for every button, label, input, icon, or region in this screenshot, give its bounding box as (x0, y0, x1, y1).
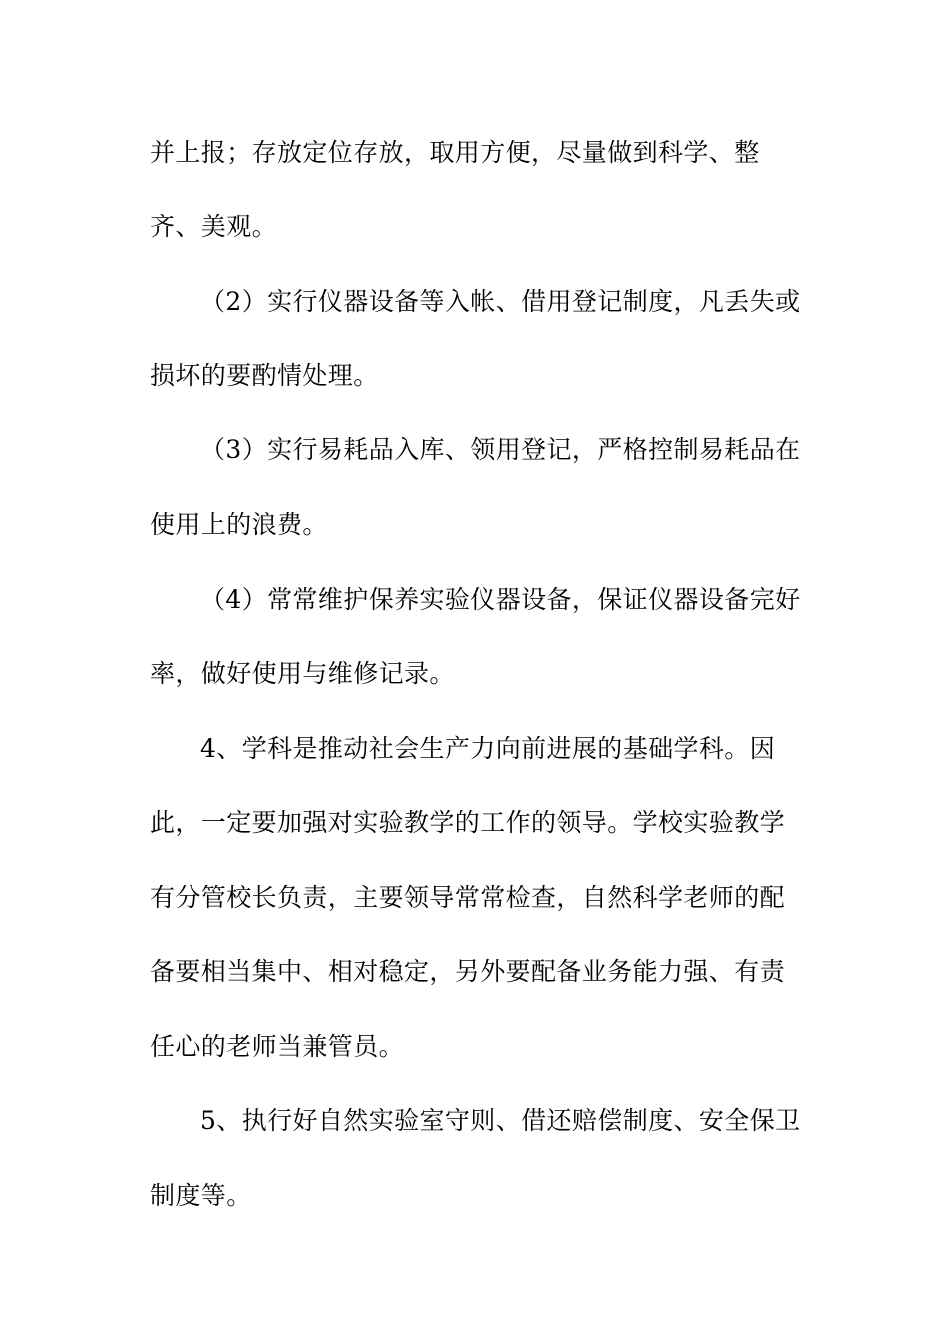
text-line: 并上报；存放定位存放，取用方便，尽量做到科学、整 (150, 138, 760, 167)
text-line: 5、执行好自然实验室守则、借还赔偿制度、安全保卫 (200, 1106, 801, 1135)
text-line: 4、学科是推动社会生产力向前进展的基础学科。因 (200, 734, 776, 763)
text-line: （2）实行仪器设备等入帐、借用登记制度，凡丢失或 (200, 287, 801, 316)
text-line: 制度等。 (150, 1181, 252, 1210)
text-line: 任心的老师当兼管员。 (150, 1032, 405, 1061)
text-line: 备要相当集中、相对稳定，另外要配备业务能力强、有责 (150, 957, 786, 986)
text-line: 有分管校长负责，主要领导常常检查，自然科学老师的配 (150, 883, 786, 912)
text-line: （4）常常维护保养实验仪器设备，保证仪器设备完好 (200, 585, 801, 614)
text-line: 此，一定要加强对实验教学的工作的领导。学校实验教学 (150, 808, 786, 837)
text-line: 率，做好使用与维修记录。 (150, 659, 455, 688)
text-line: 使用上的浪费。 (150, 510, 328, 539)
text-line: （3）实行易耗品入库、领用登记，严格控制易耗品在 (200, 435, 801, 464)
text-line: 损坏的要酌情处理。 (150, 361, 379, 390)
text-line: 齐、美观。 (150, 212, 278, 241)
